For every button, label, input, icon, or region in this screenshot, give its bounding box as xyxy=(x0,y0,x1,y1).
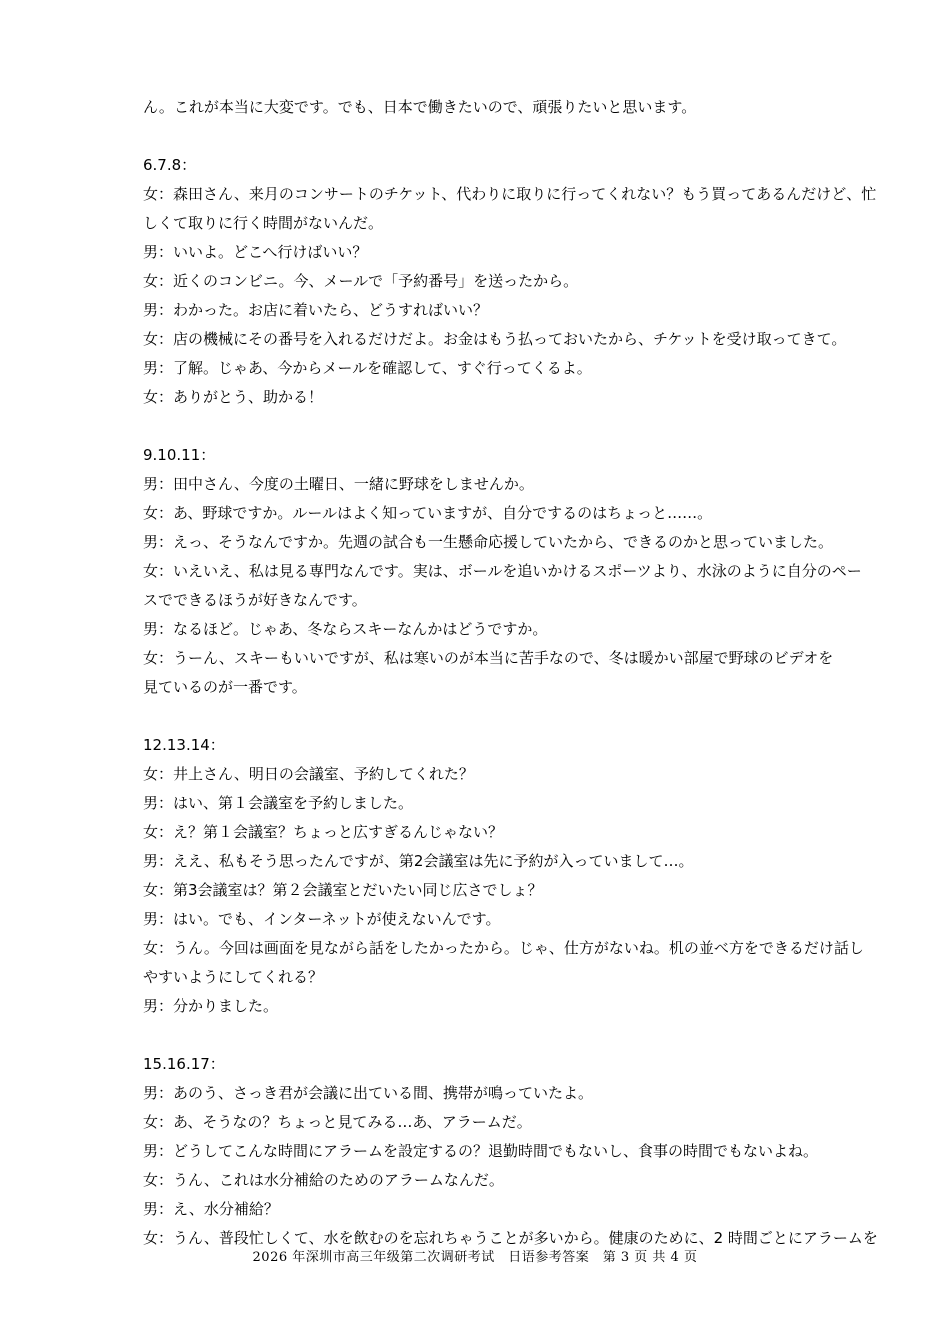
dialogue-line: 男：田中さん、今度の土曜日、一緒に野球をしませんか。 xyxy=(143,475,534,493)
section-9-10-11 xyxy=(143,441,862,702)
section-15-16-17 xyxy=(143,1050,878,1253)
section-header: 9.10.11： xyxy=(143,446,216,464)
dialogue-line: 男：ええ、私もそう思ったんですが、第2会議室は先に予約が入っていまして…。 xyxy=(143,852,694,870)
dialogue-line: 女：うん、これは水分補給のためのアラームなんだ。 xyxy=(143,1171,504,1189)
dialogue-line: 男：どうしてこんな時間にアラームを設定するの？退勤時間でもないし、食事の時間でもないよね。 xyxy=(143,1142,819,1160)
dialogue-line: スでできるほうが好きなんです。 xyxy=(143,591,367,609)
section-gap xyxy=(143,412,813,441)
dialogue-line: 男：分かりました。 xyxy=(143,997,279,1015)
dialogue-line: 男：了解。じゃあ、今からメールを確認して、すぐ行ってくるよ。 xyxy=(143,359,592,377)
dialogue-line: 女：店の機械にその番号を入れるだけだよ。お金はもう払っておいたから、チケットを受け取ってきて。 xyxy=(143,330,847,348)
dialogue-line: 女：あ、そうなの？ちょっと見てみる…あ、アラームだ。 xyxy=(143,1113,532,1131)
dialogue-line: 女：第3会議室は？第２会議室とだいたい同じ広さでしょ？ xyxy=(143,881,543,899)
dialogue-line: 女：うん。今回は画面を見ながら話をしたかったから。じゃ、仕方がないね。机の並べ方をできるだけ話し xyxy=(143,939,864,957)
dialogue-line: 男：え、水分補給？ xyxy=(143,1200,279,1218)
dialogue-line: やすいようにしてくれる？ xyxy=(143,968,324,986)
dialogue-line: 女：近くのコンビニ。今、メールで「予約番号」を送ったから。 xyxy=(143,272,579,290)
dialogue-line: しくて取りに行く時間がないんだ。 xyxy=(143,214,384,232)
dialogue-line: 男：いいよ。どこへ行けばいい？ xyxy=(143,243,368,261)
transcript-content xyxy=(143,93,878,1253)
dialogue-line: 男：わかった。お店に着いたら、どうすればいい？ xyxy=(143,301,489,319)
dialogue-line: 女：あ、野球ですか。ルールはよく知っていますが、自分でするのはちょっと……。 xyxy=(143,504,713,522)
section-12-13-14 xyxy=(143,731,864,1021)
page-footer: 2026 年深圳市高三年级第二次调研考试 日语参考答案 第 3 页 共 4 页 xyxy=(252,1250,698,1265)
section-gap xyxy=(143,702,813,731)
dialogue-line: 女：井上さん、明日の会議室、予約してくれた？ xyxy=(143,765,474,783)
dialogue-line: 女：ありがとう、助かる！ xyxy=(143,388,324,406)
dialogue-line: ん。これが本当に大変です。でも、日本で働きたいので、頑張りたいと思います。 xyxy=(143,98,697,116)
dialogue-line: 男：はい。でも、インターネットが使えないんです。 xyxy=(143,910,501,928)
dialogue-line: 女：うーん、スキーもいいですが、私は寒いのが本当に苦手なので、冬は暖かい部屋で野球のビデオを xyxy=(143,649,834,667)
section-gap xyxy=(143,1021,813,1050)
dialogue-line: 女：うん、普段忙しくて、水を飲むのを忘れちゃうことが多いから。健康のために、2 時間ごとにアラームを xyxy=(143,1229,878,1247)
section-header: 12.13.14： xyxy=(143,736,225,754)
dialogue-line: 男：なるほど。じゃあ、冬ならスキーなんかはどうですか。 xyxy=(143,620,548,638)
dialogue-line: 男：はい、第１会議室を予約しました。 xyxy=(143,794,414,812)
dialogue-line: 女：森田さん、来月のコンサートのチケット、代わりに取りに行ってくれない？もう買ってあるんだけど、忙 xyxy=(143,185,877,203)
section-continuation xyxy=(143,93,813,122)
dialogue-line: 見ているのが一番です。 xyxy=(143,678,307,696)
section-6-7-8 xyxy=(143,151,877,412)
section-header: 6.7.8： xyxy=(143,156,197,174)
section-header: 15.16.17： xyxy=(143,1055,225,1073)
dialogue-line: 男：えっ、そうなんですか。先週の試合も一生懸命応援していたから、できるのかと思っていました。 xyxy=(143,533,834,551)
dialogue-line: 女：いえいえ、私は見る専門なんです。実は、ボールを追いかけるスポーツより、水泳のように自分のペー xyxy=(143,562,862,580)
dialogue-line: 女：え？第１会議室？ちょっと広すぎるんじゃない？ xyxy=(143,823,504,841)
dialogue-line: 男：あのう、さっき君が会議に出ている間、携帯が鳴っていたよ。 xyxy=(143,1084,594,1102)
section-gap xyxy=(143,122,813,151)
